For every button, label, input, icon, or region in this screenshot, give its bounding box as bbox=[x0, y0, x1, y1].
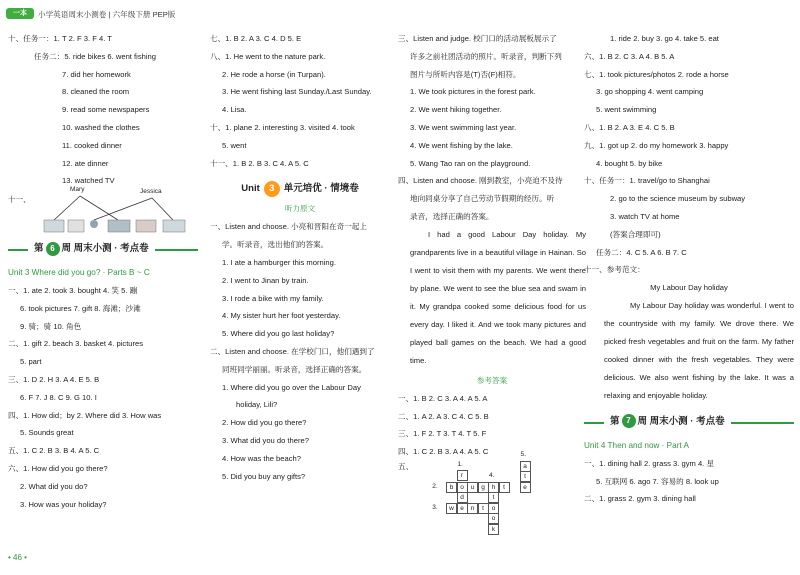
section-title-cont: 同班同学丽丽。听录音，选择正确的答案。 bbox=[222, 364, 367, 374]
essay-title: My Labour Day holiday bbox=[650, 283, 728, 293]
answer-line: 六、1. B 2. C 3. A 4. B 5. A bbox=[584, 51, 675, 61]
column-4 bbox=[584, 30, 794, 508]
week-title-text: 周 周末小测 · 考点卷 bbox=[637, 415, 725, 427]
crossword-clue-number: 5. bbox=[520, 451, 526, 459]
section-title-cont: 录音，选择正确的答案。 bbox=[410, 211, 494, 221]
answer-line: 3. He went fishing last Sunday./Last Sunday. bbox=[222, 87, 372, 97]
answer-line: 10. washed the clothes bbox=[62, 122, 140, 132]
answer-line: 5. 互联网 6. ago 7. 容易的 8. look up bbox=[596, 476, 719, 486]
script-line: 3. What did you do there? bbox=[222, 435, 309, 445]
unit-3-title bbox=[210, 178, 390, 200]
crossword-cell: t bbox=[499, 482, 510, 493]
answer-line: 9. 骑；骑 10. 角色 bbox=[20, 321, 82, 331]
answer-line: 四、1. How did；by 2. Where did 3. How was bbox=[8, 410, 162, 420]
answer-line: 13. watched TV bbox=[62, 176, 115, 186]
column-3 bbox=[398, 30, 586, 533]
question-number: 五、 bbox=[398, 461, 414, 471]
crossword-cell: r bbox=[457, 470, 468, 481]
crossword-clue-number: 2. bbox=[432, 482, 438, 490]
answer-line: 一、1. dining hall 2. grass 3. gym 4. 星 bbox=[584, 458, 714, 468]
answer-line: 七、1. took pictures/photos 2. rode a horse bbox=[584, 69, 729, 79]
matching-lines-figure bbox=[8, 190, 198, 234]
week-number-badge: 7 bbox=[622, 414, 636, 428]
section-title-cont: 地向同桌分享了自己劳动节假期的经历。听 bbox=[410, 194, 555, 204]
crossword-cell: t bbox=[520, 471, 531, 482]
unit-heading: Unit 4 Then and now · Part A bbox=[584, 440, 689, 450]
answer-line: 任务二：5. ride bikes 6. went fishing bbox=[34, 51, 156, 61]
crossword-cell: n bbox=[467, 503, 478, 514]
section-title-cont: 许多之前社团活动的照片。听录音，判断下列 bbox=[410, 51, 562, 61]
week-prefix: 第 bbox=[34, 243, 44, 255]
listening-script-title: 听力原文 bbox=[284, 204, 316, 214]
answer-line: 3. How was your holiday? bbox=[20, 499, 107, 509]
crossword-cell: u bbox=[467, 482, 478, 493]
crossword-cell: t bbox=[488, 492, 499, 503]
answer-line: 5. Sounds great bbox=[20, 428, 74, 438]
crossword-cell: k bbox=[488, 524, 499, 535]
section-title: 四、Listen and choose. 刚到教室，小亮迫不及待 bbox=[398, 176, 563, 186]
answer-line: 六、1. How did you go there? bbox=[8, 463, 108, 473]
listening-passage: I had a good Labour Day holiday. My grandparents live in a beautiful village in Hainan. So I went to visit them with my parents. We went there by plane. We went to see the blue sea and swam in it. My grandpa cooked some delicious food for us every day. I liked it. And we took many pictures and played ball games on the beach. We had a good time. bbox=[410, 229, 586, 365]
answer-line: 7. did her homework bbox=[62, 69, 131, 79]
answer-line: 5. went bbox=[222, 140, 247, 150]
answer-line: 任务二：4. C 5. A 6. B 7. C bbox=[596, 247, 687, 257]
answer-line: 9. read some newspapers bbox=[62, 105, 150, 115]
section-title: 二、Listen and choose. 在学校门口，他们遇到了 bbox=[210, 346, 375, 356]
answer-line: 4. bought 5. by bike bbox=[596, 158, 663, 168]
section-title-cont: 图片与所听内容是(T)否(F)相符。 bbox=[410, 69, 521, 79]
matching-figure bbox=[8, 186, 198, 234]
answer-line: 2. What did you do? bbox=[20, 481, 88, 491]
crossword-cell: g bbox=[478, 482, 489, 493]
answer-line: (答案合理即可) bbox=[610, 229, 661, 239]
crossword-cell: h bbox=[488, 482, 499, 493]
answer-line: 十、任务一：1. travel/go to Shanghai bbox=[584, 176, 710, 186]
week-7-title bbox=[584, 411, 794, 435]
crossword-cell: b bbox=[446, 482, 457, 493]
unit-number-badge: 3 bbox=[264, 181, 280, 197]
script-line: 5. Did you buy any gifts? bbox=[222, 471, 306, 481]
answer-line: 八、1. He went to the nature park. bbox=[210, 51, 326, 61]
crossword-cell: e bbox=[457, 503, 468, 514]
unit-heading: Unit 3 Where did you go? · Parts B ~ C bbox=[8, 268, 150, 278]
script-line: 1. We took pictures in the forest park. bbox=[410, 87, 536, 97]
answer-line: 一、1. ate 2. took 3. bought 4. 笑 5. 蹦 bbox=[8, 285, 138, 295]
name-label-mary: Mary bbox=[70, 186, 85, 194]
answer-line: 6. F 7. J 8. C 9. G 10. I bbox=[20, 392, 97, 402]
crossword-cell: w bbox=[446, 503, 457, 514]
answer-line: 九、1. got up 2. do my homework 3. happy bbox=[584, 140, 729, 150]
column-2 bbox=[210, 30, 390, 485]
crossword-cell: d bbox=[457, 492, 468, 503]
unit-prefix: Unit bbox=[241, 183, 260, 195]
crossword-cell: a bbox=[520, 461, 531, 472]
answer-line: 十一、参考范文： bbox=[584, 265, 645, 275]
week-prefix: 第 bbox=[610, 415, 620, 427]
script-line: 3. We went swimming last year. bbox=[410, 122, 517, 132]
answer-line: 5. part bbox=[20, 357, 42, 367]
name-label-jessica: Jessica bbox=[140, 188, 162, 196]
script-line: 1. Where did you go over the Labour Day bbox=[222, 382, 361, 392]
answer-key-title: 参考答案 bbox=[476, 375, 508, 385]
script-line: 5. Where did you go last holiday? bbox=[222, 329, 335, 339]
script-line: 1. I ate a hamburger this morning. bbox=[222, 257, 336, 267]
answer-line: 三、1. D 2. H 3. A 4. E 5. B bbox=[8, 374, 100, 384]
answer-line: 十、1. plane 2. interesting 3. visited 4. took bbox=[210, 122, 355, 132]
answer-line: 一、1. B 2. C 3. A 4. A 5. A bbox=[398, 393, 488, 403]
answer-line: 三、1. F 2. T 3. T 4. T 5. F bbox=[398, 429, 487, 439]
answer-line: 3. watch TV at home bbox=[610, 211, 680, 221]
answer-line: 二、1. grass 2. gym 3. dining hall bbox=[584, 494, 696, 504]
model-essay: My Labour Day holiday was wonderful. I went to the countryside with my family. We drove there. We picked fresh vegetables and fruit on the farm. My father cooked dinner with the fresh vegetables. They were delicious. We also went fishing by the lake. It was a relaxing and enjoyable holiday. bbox=[604, 300, 794, 400]
script-line: 4. How was the beach? bbox=[222, 453, 301, 463]
question-number: 十一、 bbox=[8, 195, 31, 205]
answer-line: 11. cooked dinner bbox=[62, 140, 122, 150]
week-6-title bbox=[8, 238, 198, 262]
script-line: 2. We went hiking together. bbox=[410, 105, 502, 115]
answer-line: 十一、1. B 2. B 3. C 4. A 5. C bbox=[210, 158, 309, 168]
answer-line: 2. He rode a horse (in Turpan). bbox=[222, 69, 326, 79]
crossword-cell: o bbox=[488, 503, 499, 514]
crossword-cell: t bbox=[478, 503, 489, 514]
week-title-text: 周 周末小测 · 考点卷 bbox=[61, 243, 149, 255]
answer-line: 5. went swimming bbox=[596, 105, 657, 115]
script-line: 4. My sister hurt her foot yesterday. bbox=[222, 311, 341, 321]
answer-line: 2. go to the science museum by subway bbox=[610, 194, 746, 204]
week-number-badge: 6 bbox=[46, 242, 60, 256]
answer-line: 8. cleaned the room bbox=[62, 87, 130, 97]
answer-line: 五、1. C 2. B 3. B 4. A 5. C bbox=[8, 446, 100, 456]
script-line: 2. I went to Jinan by train. bbox=[222, 275, 309, 285]
answer-line: 4. Lisa. bbox=[222, 105, 247, 115]
script-line: 5. Wang Tao ran on the playground. bbox=[410, 158, 531, 168]
script-line: holiday, Lili? bbox=[236, 400, 278, 410]
unit-title-text: 单元培优 · 情境卷 bbox=[283, 183, 359, 195]
script-line: 2. How did you go there? bbox=[222, 418, 307, 428]
answer-line: 七、1. B 2. A 3. C 4. D 5. E bbox=[210, 34, 302, 43]
crossword-cell: o bbox=[488, 513, 499, 524]
answer-line: 6. took pictures 7. gift 8. 海滩；沙滩 bbox=[20, 303, 141, 313]
crossword-clue-number: 1. bbox=[457, 461, 463, 469]
section-title-cont: 学。听录音，选出他们的答案。 bbox=[222, 240, 329, 250]
answer-line: 1. ride 2. buy 3. go 4. take 5. eat bbox=[610, 34, 719, 43]
crossword-cell: e bbox=[520, 482, 531, 493]
answer-line: 八、1. B 2. A 3. E 4. C 5. B bbox=[584, 122, 675, 132]
crossword-clue-number: 3. bbox=[432, 503, 438, 511]
answer-line: 二、1. A 2. A 3. C 4. C 5. B bbox=[398, 411, 489, 421]
answer-line: 四、1. C 2. B 3. A 4. A 5. C bbox=[398, 447, 489, 457]
answer-line: 3. go shopping 4. went camping bbox=[596, 87, 704, 97]
answer-line: 十、任务一：1. T 2. F 3. F 4. T bbox=[8, 34, 112, 43]
section-title: 一、Listen and choose. 小亮和晋阳在奇一起上 bbox=[210, 222, 367, 232]
series-badge: 一本 bbox=[6, 8, 34, 19]
crossword-clue-number: 4. bbox=[489, 472, 495, 480]
answer-line: 二、1. gift 2. beach 3. basket 4. pictures bbox=[8, 339, 144, 349]
section-title: 三、Listen and judge. 校门口的活动展板展示了 bbox=[398, 34, 557, 43]
header-title: 小学英语周末小测卷 | 六年级下册 PEP版 bbox=[38, 10, 176, 19]
page-number: • 46 • bbox=[8, 553, 27, 562]
column-1 bbox=[8, 30, 198, 513]
crossword-cell: o bbox=[457, 482, 468, 493]
answer-line: 12. ate dinner bbox=[62, 158, 109, 168]
script-line: 4. We went fishing by the lake. bbox=[410, 140, 513, 150]
script-line: 3. I rode a bike with my family. bbox=[222, 293, 324, 303]
